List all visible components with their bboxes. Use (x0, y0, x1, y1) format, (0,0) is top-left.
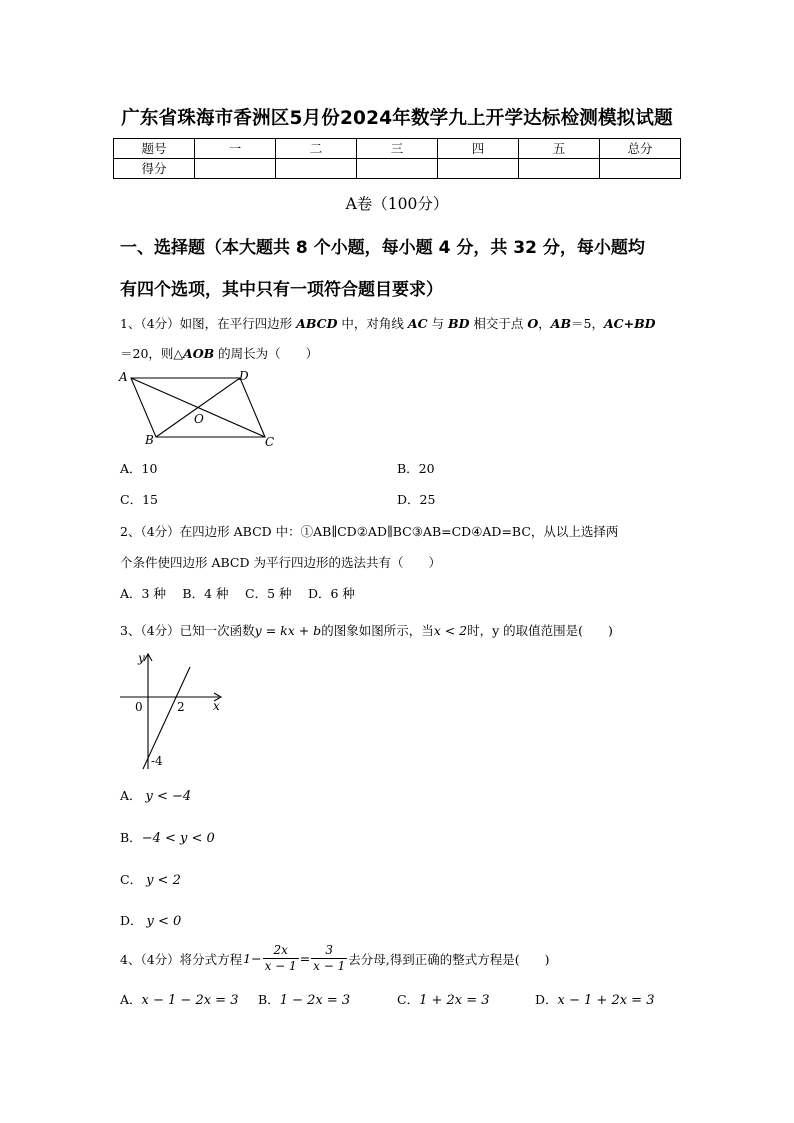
q3-text: 时，y 的取值范围是( ) (467, 623, 613, 638)
fraction-denominator: x − 1 (264, 959, 297, 973)
q4-stem (120, 943, 550, 974)
q1-text: 的周长为（ ） (214, 346, 319, 361)
x-axis-label: x (213, 699, 220, 713)
q3-option-b[interactable] (120, 828, 215, 846)
q1-var: AB (550, 316, 572, 331)
score-cell (600, 159, 681, 179)
q1-text: ＝20，则△ (120, 346, 184, 361)
q1-text: 如图，在平行四边形 (179, 316, 297, 331)
q3-text: 的图象如图所示，当 (321, 623, 434, 638)
q1-number: 1、（4分） (120, 316, 180, 331)
diagonal-bd (156, 378, 240, 437)
score-cell (357, 159, 438, 179)
option-math: y < −4 (145, 789, 192, 804)
fraction-numerator: 3 (311, 943, 347, 959)
q4-option-c[interactable] (397, 990, 490, 1008)
part1-heading-line1: 一、选择题（本大题共 8 个小题，每小题 4 分，共 32 分，每小题均 (120, 238, 645, 258)
q4-option-a[interactable] (120, 990, 238, 1008)
score-row-label: 得分 (114, 159, 195, 179)
q4-option-d[interactable] (535, 990, 654, 1008)
score-table (113, 138, 681, 179)
score-header-cell: 五 (519, 139, 600, 159)
q1-option-d[interactable]: D．25 (397, 492, 436, 507)
q1-var: BD (448, 316, 470, 331)
option-math: 1 + 2x = 3 (419, 993, 490, 1008)
option-label: C． (120, 872, 143, 887)
q2-options[interactable]: A．3 种 B．4 种 C．5 种 D．6 种 (120, 586, 355, 601)
option-label: D． (120, 913, 143, 928)
q3-stem (120, 621, 613, 639)
q1-option-c[interactable]: C．15 (120, 492, 158, 507)
score-table-header-row (114, 139, 681, 159)
x-intercept-label: 2 (177, 700, 185, 714)
option-label: A． (120, 788, 142, 803)
label-c: C (265, 435, 275, 449)
option-math: y < 0 (146, 914, 182, 929)
option-label: B． (120, 830, 142, 845)
score-header-cell: 二 (276, 139, 357, 159)
score-header-cell: 三 (357, 139, 438, 159)
label-a: A (119, 370, 128, 384)
q1-text: ， (538, 316, 551, 331)
q1-var: O (527, 316, 539, 331)
q1-option-b[interactable]: B．20 (397, 461, 435, 476)
q4-text: 去分母,得到正确的整式方程是( ) (348, 951, 550, 967)
option-math: x − 1 + 2x = 3 (557, 993, 655, 1008)
q3-function-expr: y = kx + b (254, 623, 322, 638)
option-math: x − 1 − 2x = 3 (141, 993, 239, 1008)
option-label: A． (120, 992, 142, 1007)
score-cell (276, 159, 357, 179)
score-header-cell: 题号 (114, 139, 195, 159)
score-header-cell: 一 (195, 139, 276, 159)
fraction-denominator: x − 1 (313, 959, 346, 973)
q1-text: 相交于点 (469, 316, 528, 331)
fraction-numerator: 2x (263, 943, 299, 959)
origin-label: 0 (135, 700, 143, 714)
q2-line2: 个条件使四边形 ABCD 为平行四边形的选法共有（ ） (120, 555, 441, 570)
q1-text: 与 (427, 316, 448, 331)
q3-line-graph (115, 645, 235, 775)
option-math: −4 < y < 0 (141, 831, 215, 846)
q4-text: 4、（4分）将分式方程 (120, 951, 243, 967)
score-cell (519, 159, 600, 179)
page-title: 广东省珠海市香洲区5月份2024年数学九上开学达标检测模拟试题 (121, 108, 673, 129)
q1-text: ＝5， (571, 316, 604, 331)
q1-parallelogram-figure (115, 366, 285, 452)
score-header-cell: 四 (438, 139, 519, 159)
q1-var: AOB (183, 346, 215, 361)
q1-text: 中，对角线 (337, 316, 408, 331)
q4-lead-term: 1− (243, 951, 262, 966)
y-axis-label: y (138, 651, 145, 665)
q4-option-b[interactable] (258, 990, 350, 1008)
option-math: y < 2 (146, 873, 181, 888)
option-label: B． (258, 992, 280, 1007)
label-o: O (194, 412, 204, 426)
section-a-heading: A卷（100分） (345, 195, 449, 213)
score-header-cell: 总分 (600, 139, 681, 159)
q3-option-d[interactable] (120, 911, 181, 929)
label-b: B (145, 433, 154, 447)
q1-line1 (120, 314, 656, 332)
q4-equals-sign: = (299, 951, 311, 966)
q1-var: ABCD (296, 316, 338, 331)
q3-text: 3、（4分）已知一次函数 (120, 623, 255, 638)
q3-condition: x < 2 (433, 623, 468, 638)
q4-fraction-1 (263, 943, 299, 974)
q1-option-a[interactable]: A．10 (120, 461, 158, 476)
option-math: 1 − 2x = 3 (279, 993, 351, 1008)
q1-line2 (120, 344, 318, 362)
score-cell (438, 159, 519, 179)
q3-option-a[interactable] (120, 786, 191, 804)
q1-var: AC (407, 316, 428, 331)
label-d: D (239, 369, 249, 383)
score-table-score-row (114, 159, 681, 179)
q3-option-c[interactable] (120, 870, 181, 888)
score-cell (195, 159, 276, 179)
q2-line1: 2、（4分）在四边形 ABCD 中：①AB∥CD②AD∥BC③AB=CD④AD=BC，从以上选择两 (120, 524, 619, 539)
option-label: C． (397, 992, 420, 1007)
option-label: D． (535, 992, 558, 1007)
q1-var: AC+BD (603, 316, 656, 331)
y-intercept-label: -4 (151, 754, 163, 768)
q4-fraction-2 (311, 943, 347, 974)
part1-heading-line2: 有四个选项，其中只有一项符合题目要求） (120, 280, 443, 300)
